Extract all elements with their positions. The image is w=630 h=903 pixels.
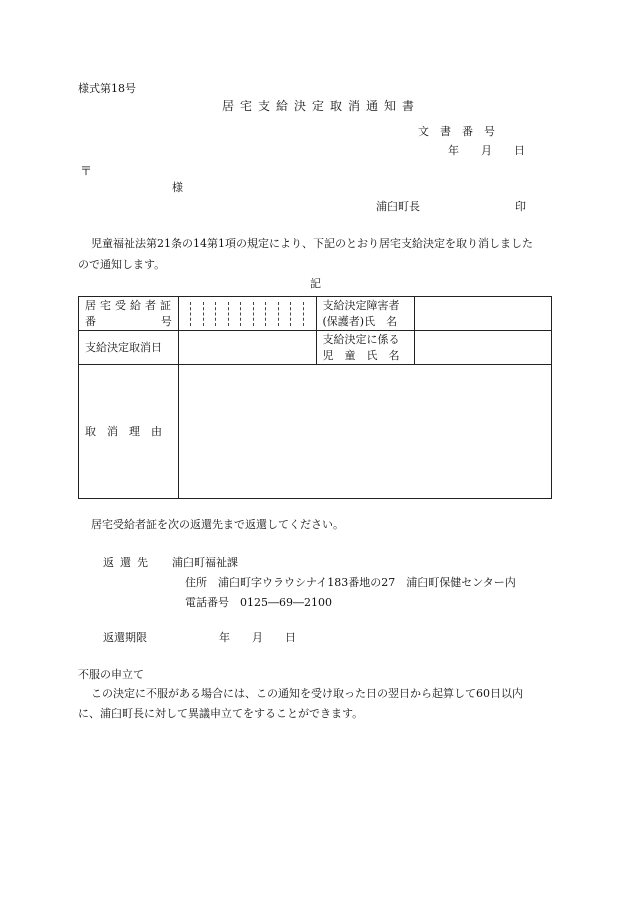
cert-number-label: 居宅受給者証 番 号 [79, 297, 179, 331]
child-name-label: 支給決定に係る 児 童 氏 名 [316, 331, 415, 365]
form-number: 様式第18号 [78, 82, 136, 95]
reason-field[interactable] [178, 365, 551, 499]
appeal-text-line2: に、浦臼町長に対して異議申立てをすることができます。 [78, 707, 364, 720]
guardian-name-label: 支給決定障害者 (保護者)氏 名 [316, 297, 415, 331]
postal-mark: 〒 [80, 164, 93, 178]
cert-number-field[interactable] [178, 297, 316, 331]
reason-label: 取 消 理 由 [79, 365, 179, 499]
return-to-value: 浦臼町福祉課 [172, 556, 238, 569]
seal-mark: 印 [515, 200, 526, 213]
return-to-label: 返還先 [103, 556, 154, 569]
issuer-name: 浦臼町長 [376, 200, 420, 213]
ki-heading: 記 [310, 277, 321, 290]
phone-value: 0125―69―2100 [240, 596, 332, 609]
addressee-sama: 様 [172, 181, 183, 194]
address-value: 浦臼町字ウラウシナイ183番地の27 浦臼町保健センター内 [218, 576, 516, 589]
cancel-date-field[interactable] [178, 331, 316, 365]
address-label: 住所 [185, 576, 207, 589]
deadline-date: 年 月 日 [219, 631, 296, 644]
phone-label: 電話番号 [185, 596, 229, 609]
return-instruction: 居宅受給者証を次の返還先まで返還してください。 [91, 518, 344, 531]
appeal-text-line1: この決定に不服がある場合には、この通知を受け取った日の翌日から起算して60日以内 [91, 687, 523, 700]
issue-date: 年 月 日 [448, 144, 525, 157]
appeal-heading: 不服の申立て [78, 668, 144, 681]
guardian-name-field[interactable] [415, 297, 552, 331]
child-name-field[interactable] [415, 331, 552, 365]
deadline-label: 返還期限 [103, 631, 147, 644]
body-text-line2: ので通知します。 [78, 258, 166, 271]
cancel-date-label: 支給決定取消日 [79, 331, 179, 365]
document-number-label: 文 書 番 号 [418, 125, 495, 138]
document-title: 居宅支給決定取消通知書 [222, 99, 421, 113]
body-text-line1: 児童福祉法第21条の14第1項の規定により、下記のとおり居宅支給決定を取り消しました [91, 237, 533, 250]
cancellation-table [78, 296, 552, 499]
